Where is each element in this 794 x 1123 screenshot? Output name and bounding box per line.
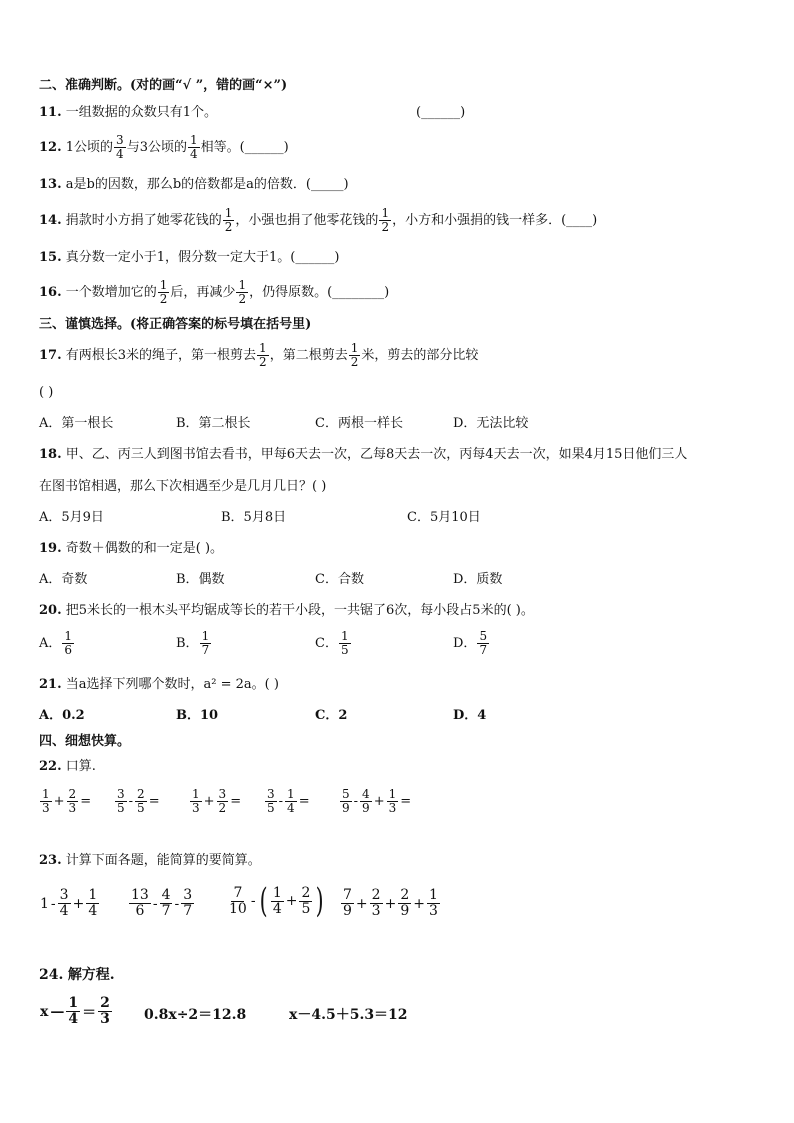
option-c[interactable]: C．两根一样长: [315, 416, 403, 431]
fraction: $\frac{1}{4}$: [189, 133, 198, 161]
section-3-title: 三、谨慎选择。(将正确答案的标号填在括号里): [39, 317, 312, 332]
option-a[interactable]: A．第一根长: [39, 416, 114, 431]
option-b[interactable]: B．偶数: [176, 572, 225, 587]
question-12: 12. 1公顷的 $\frac{3}{4}$ 与3公顷的 $\frac{1}{4}$ 相等。(______): [39, 133, 289, 161]
question-11: 11. 一组数据的众数只有1个。 (______): [39, 105, 466, 120]
option-a[interactable]: A．0.2: [39, 708, 85, 723]
option-d[interactable]: D．4: [453, 708, 487, 723]
fraction: $\frac{1}{2}$: [350, 341, 359, 369]
question-22: 22. 口算.: [39, 759, 96, 774]
fraction: $\frac{1}{2}$: [381, 206, 390, 234]
option-b[interactable]: B．第二根长: [176, 416, 251, 431]
option-c[interactable]: C．合数: [315, 572, 364, 587]
fraction: $\frac{1}{2}$: [224, 206, 233, 234]
equation-3: x－4.5＋5.3＝12: [289, 1007, 408, 1023]
section-4-title: 四、细想快算。: [39, 734, 131, 749]
option-c[interactable]: C． $\frac{1}{5}$: [315, 629, 349, 657]
question-21: 21. 当a选择下列哪个数时，a² = 2a。( ): [39, 677, 279, 692]
answer-blank[interactable]: (______): [416, 105, 466, 120]
fraction: $\frac{3}{4}$: [116, 133, 124, 161]
option-d[interactable]: D．无法比较: [453, 416, 529, 431]
section-2-title: 二、准确判断。(对的画“√ ”，错的画“×”): [39, 78, 288, 93]
calc-4: $\frac{7}{9}$ + $\frac{2}{3}$ + $\frac{2}{9}$ + $\frac{1}{3}$: [343, 887, 438, 919]
oral-calc-5: $\frac{5}{9}$ - $\frac{4}{9}$ + $\frac{1}{3}$ =: [342, 787, 412, 815]
oral-calc-2: $\frac{3}{5}$ - $\frac{2}{5}$ =: [117, 787, 160, 815]
question-13: 13. a是b的因数，那么b的倍数都是a的倍数．(_____): [39, 177, 349, 192]
option-d[interactable]: D．质数: [453, 572, 503, 587]
equation-1: x — $\frac{1}{4}$ ＝ $\frac{2}{3}$: [40, 995, 110, 1027]
option-b[interactable]: B．5月8日: [221, 510, 287, 525]
oral-calc-1: $\frac{1}{3}$ + $\frac{2}{3}$ =: [42, 787, 92, 815]
option-b[interactable]: B．10: [176, 708, 219, 723]
option-d[interactable]: D． $\frac{5}{7}$: [453, 629, 488, 657]
question-17: 17. 有两根长3米的绳子，第一根剪去 $\frac{1}{2}$ ，第二根剪去 $\frac{1}{2}$ 米，剪去的部分比较: [39, 341, 479, 369]
question-24: 24. 解方程.: [39, 967, 115, 983]
calc-3: $\frac{7}{10}$ - ( $\frac{1}{4}$ + $\frac{2}{5}$ ): [229, 881, 325, 921]
question-14: 14. 捐款时小方捐了她零花钱的 $\frac{1}{2}$ ，小强也捐了他零花钱的 $\frac{1}{2}$ ，小方和小强捐的钱一样多．(____): [39, 206, 598, 234]
option-a[interactable]: A．奇数: [39, 572, 88, 587]
question-15: 15. 真分数一定小于1，假分数一定大于1。(______): [39, 250, 340, 265]
question-18-line2: 在图书馆相遇，那么下次相遇至少是几月几日？( ): [39, 479, 327, 494]
equation-2: 0.8x÷2＝12.8: [144, 1007, 247, 1023]
option-a[interactable]: A．5月9日: [39, 510, 104, 525]
option-c[interactable]: C．5月10日: [407, 510, 481, 525]
calc-1: 1 - $\frac{3}{4}$ + $\frac{1}{4}$: [40, 887, 98, 919]
question-23: 23. 计算下面各题，能简算的要简算。: [39, 853, 261, 868]
option-b[interactable]: B． $\frac{1}{7}$: [176, 629, 210, 657]
fraction: $\frac{1}{2}$: [238, 278, 247, 306]
question-20: 20. 把5米长的一根木头平均锯成等长的若干小段，一共锯了6次，每小段占5米的( )。: [39, 603, 534, 618]
fraction: $\frac{1}{2}$: [159, 278, 168, 306]
oral-calc-4: $\frac{3}{5}$ - $\frac{1}{4}$ =: [267, 787, 310, 815]
calc-2: $\frac{13}{6}$ - $\frac{4}{7}$ - $\frac{3}{7}$: [131, 887, 193, 919]
options-20: [39, 630, 759, 666]
fraction: $\frac{1}{2}$: [259, 341, 267, 369]
option-c[interactable]: C．2: [315, 708, 348, 723]
oral-calc-3: $\frac{1}{3}$ + $\frac{3}{2}$ =: [192, 787, 242, 815]
question-16: 16. 一个数增加它的 $\frac{1}{2}$ 后，再减少 $\frac{1}{2}$ ，仍得原数。(________): [39, 278, 390, 306]
answer-paren[interactable]: ( ): [39, 385, 54, 400]
question-19: 19. 奇数＋偶数的和一定是( )。: [39, 541, 224, 556]
question-18: 18. 甲、乙、丙三人到图书馆去看书，甲每6天去一次，乙每8天去一次，丙每4天去一次，如果4月15日他们三人: [39, 447, 688, 462]
option-a[interactable]: A． $\frac{1}{6}$: [39, 629, 73, 657]
